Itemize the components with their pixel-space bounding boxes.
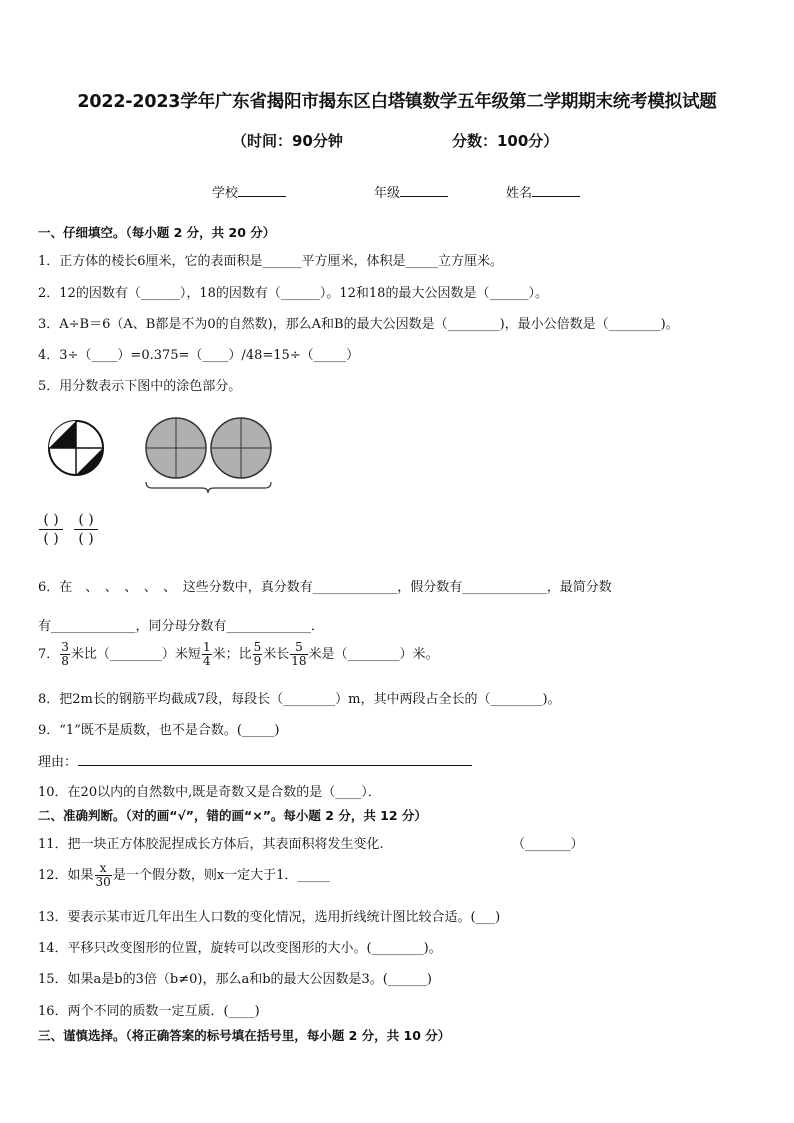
total-score: 分数：100分）: [452, 132, 559, 150]
q7-number: 7．: [38, 647, 60, 662]
q7-text-3: 米长: [263, 647, 290, 662]
q7-fraction-1: $\frac{3}{8}$: [61, 640, 69, 668]
answer-1-numerator: ( ): [43, 512, 59, 528]
question-6-line-2: 有_____________，同分母分数有_____________．: [38, 619, 325, 634]
school-field[interactable]: [212, 182, 286, 201]
q7-fraction-2: $\frac{1}{4}$: [202, 640, 211, 668]
question-9: 9．“1”既不是质数，也不是合数。(_____): [38, 723, 280, 738]
question-4: 4．3÷（____）=0.375=（____）/48=15÷（_____）: [38, 348, 360, 363]
question-3: 3．A÷B＝6（A、B都是不为0的自然数)，那么A和B的最大公因数是（________)，最小公倍数是（________)。: [38, 317, 679, 332]
name-field[interactable]: [506, 182, 580, 201]
question-8: 8．把2m长的钢筋平均截成7段，每段长（________）m，其中两段占全长的（________)。: [38, 692, 561, 707]
question-11-answer[interactable]: （_______）: [512, 837, 584, 852]
q12-fraction: $\frac{x}{30}$: [95, 861, 111, 889]
q12-text-1: 12．如果: [38, 868, 94, 883]
q7-text-2: 米；比: [212, 647, 252, 662]
circle-figure-3: [211, 418, 271, 478]
question-9-reason-label: 理由：: [38, 755, 78, 770]
circle-figure-1: [49, 421, 103, 475]
section-1-heading: 一、仔细填空。（每小题 2 分，共 20 分）: [38, 225, 276, 240]
grade-label: 年级: [374, 186, 401, 201]
question-2: 2．12的因数有（______），18的因数有（______）。12和18的最大公因数是（______）。: [38, 286, 548, 301]
grade-field[interactable]: [374, 182, 448, 201]
question-6-line-1: 6．在 、 、 、 、 、 这些分数中，真分数有_____________，假分数有_____________，最简分数: [38, 580, 612, 595]
answer-fraction-1[interactable]: [39, 512, 63, 547]
answer-fraction-2[interactable]: [74, 512, 98, 547]
q7-text-4: 米是（________）米。: [308, 647, 439, 662]
question-16: 16．两个不同的质数一定互质．(____): [38, 1004, 260, 1019]
answer-1-denominator: ( ): [43, 531, 59, 547]
question-7: [38, 641, 439, 668]
brace-icon: [146, 482, 271, 493]
time-limit: （时间：90分钟: [232, 132, 343, 150]
question-10: 10．在20以内的自然数中,既是奇数又是合数的是（____）．: [38, 785, 381, 800]
reason-answer-line[interactable]: [78, 765, 472, 766]
name-label: 姓名: [506, 186, 533, 201]
q7-fraction-3: $\frac{5}{9}$: [253, 640, 262, 668]
section-2-heading: 二、准确判断。（对的画“√”，错的画“×”。每小题 2 分，共 12 分）: [38, 808, 427, 823]
page-title: 2022-2023学年广东省揭阳市揭东区白塔镇数学五年级第二学期期末统考模拟试题: [77, 92, 717, 112]
circle-figure-2: [146, 418, 206, 478]
fraction-figures: [40, 410, 280, 495]
question-12: [38, 862, 330, 889]
answer-2-denominator: ( ): [78, 531, 94, 547]
question-11: 11．把一块正方体胶泥捏成长方体后，其表面积将发生变化.: [38, 837, 384, 852]
answer-2-numerator: ( ): [78, 512, 94, 528]
question-15: 15．如果a是b的3倍（b≠0)，那么a和b的最大公因数是3。(______): [38, 972, 432, 987]
question-5: 5．用分数表示下图中的涂色部分。: [38, 379, 242, 394]
q7-text-1: 米比（________）米短: [70, 647, 201, 662]
q12-text-2: 是一个假分数，则x一定大于1．_____: [112, 868, 330, 883]
question-13: 13．要表示某市近几年出生人口数的变化情况，选用折线统计图比较合适。(___): [38, 910, 501, 925]
school-label: 学校: [212, 186, 239, 201]
q7-fraction-4: $\frac{5}{18}$: [291, 640, 307, 668]
question-14: 14．平移只改变图形的位置，旋转可以改变图形的大小。(________)。: [38, 941, 442, 956]
section-3-heading: 三、谨慎选择。（将正确答案的标号填在括号里，每小题 2 分，共 10 分）: [38, 1028, 451, 1043]
question-1: 1．正方体的棱长6厘米，它的表面积是______平方厘米，体积是_____立方厘米。: [38, 254, 504, 269]
